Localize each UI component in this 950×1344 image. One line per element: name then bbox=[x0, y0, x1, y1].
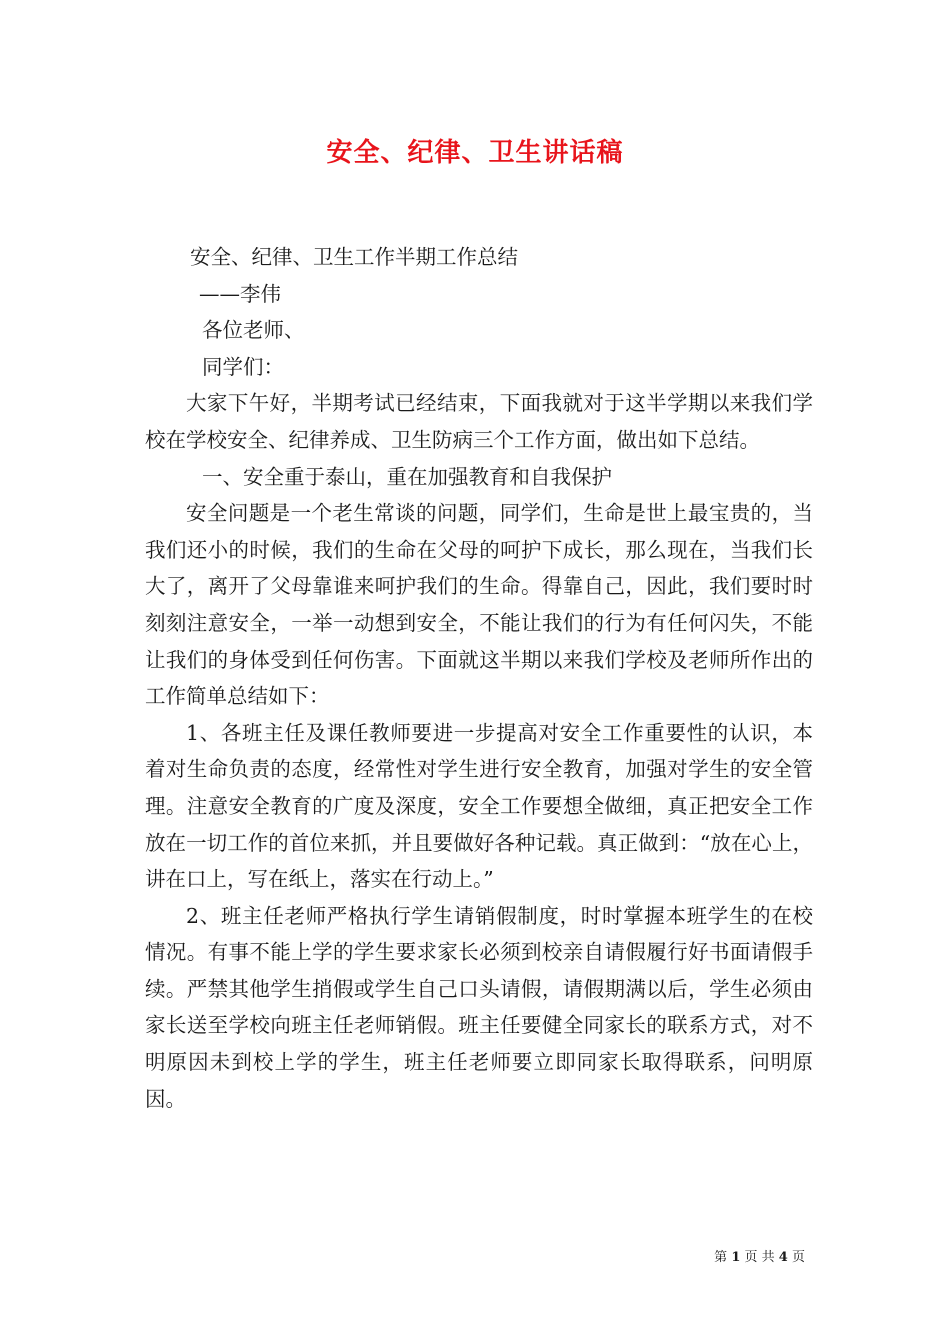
paragraph-item-1: 1、各班主任及课任教师要进一步提高对安全工作重要性的认识，本着对生命负责的态度，经常性对学生进行安全教育，加强对学生的安全管理。注意安全教育的广度及深度，安全工作要想全做细，真正把安全工作放在一切工作的首位来抓，并且要做好各种记载。真正做到：“放在心上，讲在口上，写在纸上，落实在行动上。” bbox=[145, 720, 813, 892]
paragraph-item-2: 2、班主任老师严格执行学生请销假制度，时时掌握本班学生的在校情况。有事不能上学的学生要求家长必须到校亲自请假履行好书面请假手续。严禁其他学生捎假或学生自己口头请假，请假期满以后，学生必须由家长送至学校向班主任老师销假。班主任要健全同家长的联系方式，对不明原因未到校上学的学生，班主任老师要立即同家长取得联系，问明原因。 bbox=[145, 903, 813, 1111]
footer-suffix: 页 bbox=[791, 1250, 805, 1265]
footer-middle: 页 共 bbox=[744, 1250, 775, 1265]
footer-prefix: 第 bbox=[714, 1250, 728, 1265]
page-footer bbox=[714, 1246, 805, 1265]
greeting-teachers: 各位老师、 bbox=[202, 318, 305, 343]
author-line: ——李伟 bbox=[199, 281, 281, 306]
document-subtitle: 安全、纪律、卫生工作半期工作总结 bbox=[190, 245, 518, 269]
document-body bbox=[145, 239, 813, 1117]
section-heading-safety: 一、安全重于泰山，重在加强教育和自我保护 bbox=[202, 464, 612, 489]
footer-current-page: 1 bbox=[731, 1250, 741, 1265]
document-title: 安全、纪律、卫生讲话稿 bbox=[326, 138, 624, 168]
greeting-students: 同学们： bbox=[202, 354, 284, 379]
paragraph-intro: 大家下午好，半期考试已经结束，下面我就对于这半学期以来我们学校在学校安全、纪律养成、卫生防病三个工作方面，做出如下总结。 bbox=[145, 391, 813, 452]
footer-total-pages: 4 bbox=[778, 1250, 788, 1265]
paragraph-safety-intro: 安全问题是一个老生常谈的问题，同学们，生命是世上最宝贵的，当我们还小的时候，我们的生命在父母的呵护下成长，那么现在，当我们长大了，离开了父母靠谁来呵护我们的生命。得靠自己，因此，我们要时时刻刻注意安全，一举一动想到安全，不能让我们的行为有任何闪失，不能让我们的身体受到任何伤害。下面就这半期以来我们学校及老师所作出的工作简单总结如下： bbox=[145, 501, 813, 709]
